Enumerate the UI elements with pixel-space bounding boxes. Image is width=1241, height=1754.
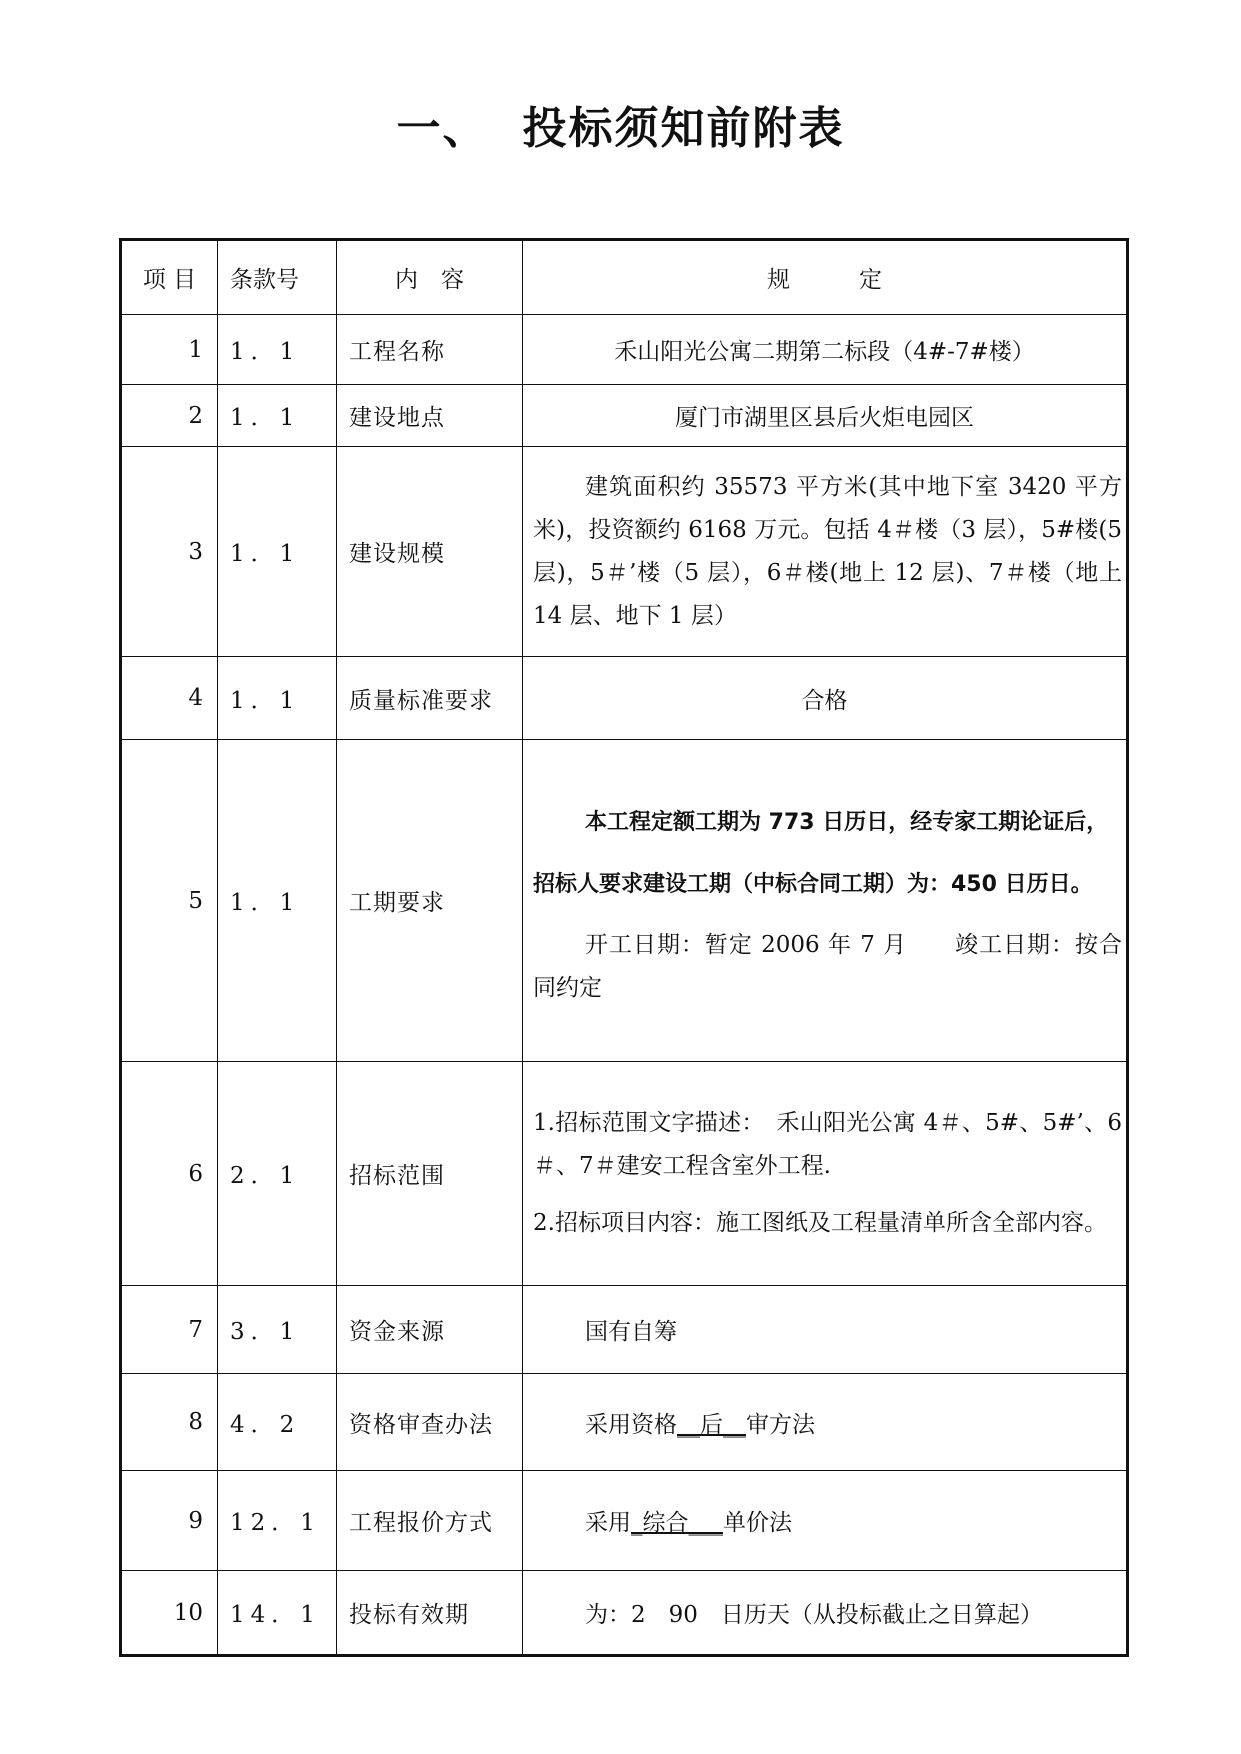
row-rule: 禾山阳光公寓二期第二标段（4#-7#楼） xyxy=(523,315,1128,385)
header-content: 内 容 xyxy=(337,240,523,315)
row-content: 招标范围 xyxy=(337,1062,523,1286)
row-item: 1 xyxy=(121,315,218,385)
row-content: 工程名称 xyxy=(337,315,523,385)
rule-suffix: 审方法 xyxy=(746,1411,815,1438)
row-clause: 1．1 xyxy=(218,315,337,385)
row-clause: 1．1 xyxy=(218,740,337,1062)
table-row xyxy=(121,1286,1128,1374)
rule-prefix: 采用 xyxy=(585,1510,631,1536)
table-header-row xyxy=(121,240,1128,315)
row-clause: 2．1 xyxy=(218,1062,337,1286)
row-item: 5 xyxy=(121,740,218,1062)
row-content: 工程报价方式 xyxy=(337,1471,523,1571)
row-rule-duration: 本工程定额工期为 773 日历日，经专家工期论证后，招标人要求建设工期（中标合同工期）为：450 日历日。 xyxy=(533,809,1109,897)
row-content: 资格审查办法 xyxy=(337,1374,523,1471)
row-clause: 3．1 xyxy=(218,1286,337,1374)
row-item: 4 xyxy=(121,657,218,740)
row-rule: 合格 xyxy=(523,657,1128,740)
row-clause: 4．2 xyxy=(218,1374,337,1471)
row-clause: 14．1 xyxy=(218,1571,337,1656)
row-content: 建设地点 xyxy=(337,385,523,447)
table-row xyxy=(121,385,1128,447)
header-item: 项 目 xyxy=(121,240,218,315)
table-row xyxy=(121,1374,1128,1471)
page-title xyxy=(0,92,1241,156)
row-clause: 12．1 xyxy=(218,1471,337,1571)
row-rule: 为：2 90 日历天（从投标截止之日算起） xyxy=(523,1571,1128,1656)
row-item: 8 xyxy=(121,1374,218,1471)
row-rule: 国有自筹 xyxy=(523,1286,1128,1374)
header-clause: 条款号 xyxy=(218,240,337,315)
table-row xyxy=(121,447,1128,657)
table-row xyxy=(121,315,1128,385)
header-rule: 规 定 xyxy=(523,240,1128,315)
table-row xyxy=(121,740,1128,1062)
row-item: 2 xyxy=(121,385,218,447)
row-content: 投标有效期 xyxy=(337,1571,523,1656)
row-item: 9 xyxy=(121,1471,218,1571)
rule-suffix: 单价法 xyxy=(723,1510,792,1536)
row-clause: 1．1 xyxy=(218,447,337,657)
rule-blank: __后__ xyxy=(677,1411,746,1438)
table-row xyxy=(121,1062,1128,1286)
title-text: 投标须知前附表 xyxy=(522,103,845,154)
row-rule: 建筑面积约 35573 平方米(其中地下室 3420 平方米)，投资额约 6168 万元。包括 4＃楼（3 层），5#楼(5 层)，5＃’楼（5 层），6＃楼(地上 12 层)、7＃楼（地上 14 层、地下 1 层） xyxy=(533,473,1122,629)
table-row xyxy=(121,1571,1128,1656)
row-content: 资金来源 xyxy=(337,1286,523,1374)
rule-prefix: 采用资格 xyxy=(585,1411,677,1438)
row-item: 3 xyxy=(121,447,218,657)
row-item: 10 xyxy=(121,1571,218,1656)
row-clause: 1．1 xyxy=(218,385,337,447)
row-content: 质量标准要求 xyxy=(337,657,523,740)
row-item: 7 xyxy=(121,1286,218,1374)
row-rule-dates: 开工日期：暂定 2006 年 7 月 竣工日期：按合同约定 xyxy=(533,931,1122,1001)
table-row xyxy=(121,657,1128,740)
row-content: 工期要求 xyxy=(337,740,523,1062)
bid-notice-table xyxy=(119,238,1129,1657)
row-rule-scope: 1.招标范围文字描述： 禾山阳光公寓 4＃、5#、5#’、6＃、7＃建安工程含室外工程. xyxy=(533,1110,1122,1179)
title-number: 一、 xyxy=(396,103,489,154)
row-content: 建设规模 xyxy=(337,447,523,657)
table-row xyxy=(121,1471,1128,1571)
rule-blank: _综合___ xyxy=(631,1510,723,1536)
row-clause: 1．1 xyxy=(218,657,337,740)
row-rule: 厦门市湖里区县后火炬电园区 xyxy=(523,385,1128,447)
row-item: 6 xyxy=(121,1062,218,1286)
row-rule-scope-content: 2.招标项目内容：施工图纸及工程量清单所含全部内容。 xyxy=(533,1210,1107,1236)
